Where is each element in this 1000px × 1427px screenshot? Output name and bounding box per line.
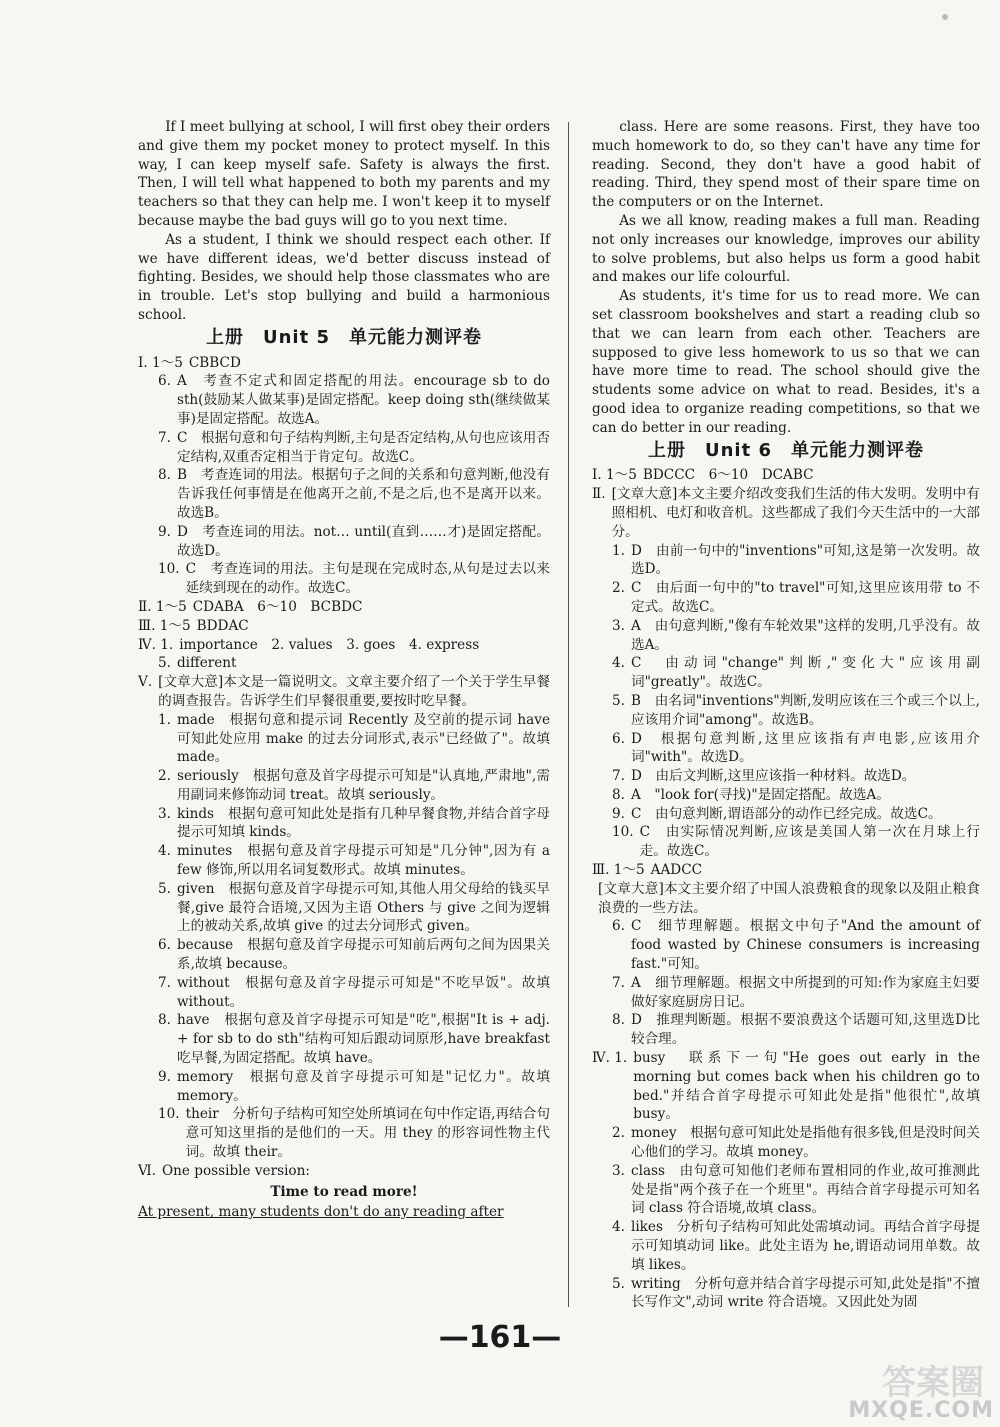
answer-item — [592, 861, 980, 880]
answer-text: likes 分析句子结构可知此处需填动词。再结合首字母提示可知填动词 like。此处主语为 he,谓语动词用单数。故填 likes。 — [630, 1219, 980, 1273]
answer-text: writing 分析句意并结合首字母提示可知,此处是指"不擅长写作文",动词 write 符合语境。又因此处为固 — [630, 1275, 980, 1311]
watermark-url: MXQE.COM — [848, 1398, 994, 1423]
essay-first-line: At present, many students don't do any reading after — [138, 1204, 504, 1221]
answer-number: 9. — [158, 1068, 171, 1085]
watermark-logo-text: 答案圈 — [882, 1363, 984, 1403]
answer-number: Ⅲ. 1～5 — [592, 862, 645, 879]
answer-number: Ⅱ. 1～5 — [138, 598, 187, 615]
answer-number: 8. — [158, 467, 171, 484]
answer-text: D 考查连词的用法。not… until(直到……才)是固定搭配。故选D。 — [176, 523, 550, 559]
answer-text: B 考查连词的用法。根据句子之间的关系和句意判断,他没有告诉我任何事情是在他离开之前,不是之后,也不是离开以来。故选B。 — [176, 467, 550, 521]
answer-item — [592, 1218, 980, 1274]
answer-number: Ⅳ. 1. — [592, 1050, 628, 1067]
answer-item — [592, 917, 980, 973]
answer-item — [592, 1275, 980, 1313]
answer-item — [138, 429, 550, 467]
answer-item — [592, 1162, 980, 1218]
answer-text: C 由动词"change"判断,"变化大"应该用副词"greatly"。故选C。 — [630, 655, 980, 691]
answer-text: different — [176, 655, 237, 672]
answer-number: 9. — [612, 805, 625, 822]
site-watermark — [774, 1355, 994, 1423]
answer-text: D 根据句意判断,这里应该指有声电影,应该用介词"with"。故选D。 — [630, 730, 980, 766]
answer-text: C 由后面一句中的"to travel"可知,这里应该用带 to 不定式。故选C。 — [630, 580, 980, 615]
answer-text: because 根据句意及首字母提示可知前后两句之间为因果关系,故填 because。 — [176, 937, 550, 973]
answer-text: A 考查不定式和固定搭配的用法。encourage sb to do sth(鼓励某人做某事)是固定搭配。keep doing sth(继续做某事)是固定搭配。故选A。 — [176, 373, 550, 427]
answer-text: minutes 根据句意及首字母提示可知是"几分钟",因为有 a few 修饰,所以用名词复数形式。故填 minutes。 — [176, 843, 550, 879]
answer-number: 4. — [612, 655, 625, 672]
answer-item — [592, 579, 980, 617]
answer-item — [138, 1162, 550, 1181]
answer-item — [592, 542, 980, 580]
answer-item — [592, 617, 980, 655]
answer-item — [592, 880, 980, 918]
answer-number: 5. — [158, 655, 171, 672]
answer-text: A 细节理解题。根据文中所提到的可知:作为家庭主妇要做好家庭厨房日记。 — [630, 974, 980, 1010]
answer-text: BDDAC — [196, 617, 249, 634]
answer-text: One possible version: — [162, 1162, 310, 1179]
essay-paragraph: As we all know, reading makes a full man. Reading not only increases our knowledge, improves our ability to solve problems, but also helps us form a good habit and makes our life colourful. — [592, 212, 980, 286]
answer-text: money 根据句意可知此处是指他有很多钱,但是没时间关心他们的学习。故填 money。 — [630, 1125, 980, 1161]
answer-number: 9. — [158, 523, 171, 540]
answer-number: Ⅰ. 1～5 — [138, 354, 183, 371]
answer-item — [592, 485, 980, 541]
answer-item — [592, 1011, 980, 1049]
answer-item — [592, 823, 980, 861]
answer-number: 7. — [612, 768, 625, 785]
answer-item — [592, 1049, 980, 1124]
answer-text: importance 2. values 3. goes 4. express — [179, 636, 480, 653]
answer-item — [138, 974, 550, 1012]
answer-number: Ⅲ. 1～5 — [138, 617, 191, 634]
answer-item — [138, 842, 550, 880]
answer-item — [138, 936, 550, 974]
answer-number: 7. — [158, 429, 171, 446]
answer-number: 4. — [612, 1219, 625, 1236]
answer-item — [592, 730, 980, 768]
answer-text: BDCCC 6～10 DCABC — [642, 467, 814, 484]
answer-item — [592, 654, 980, 692]
unit5-answer-list — [138, 354, 550, 1181]
answer-item — [138, 767, 550, 805]
answer-number: 1. — [612, 542, 625, 559]
answer-item — [138, 372, 550, 428]
answer-number: Ⅵ. — [138, 1162, 156, 1179]
corner-mark — [942, 14, 948, 20]
answer-item — [138, 1068, 550, 1106]
unit6-heading: 上册 Unit 6 单元能力测评卷 — [648, 439, 924, 461]
essay-paragraph: As students, it's time for us to read more. We can set classroom bookshelves and start a reading club so that we can learn from each other. Teachers are supposed to give less homework to us so that we can have more time to read. The school should give the students some advice on what to read. Besides, it's a good idea to organize reading competitions, so that we can do better in our reading. — [592, 288, 980, 436]
answer-text: given 根据句意及首字母提示可知,其他人用父母给的钱买早餐,give 最符合语境,又因为主语 Others 与 give 之间为逻辑上的被动关系,故填 give 的过去分词形式 given。 — [176, 880, 550, 935]
answer-text: have 根据句意及首字母提示可知是"吃",根据"It is + adj. + for sb to do sth"结构可知后跟动词原形,have breakfast 吃早餐,为固定搭配。故填 have。 — [176, 1012, 550, 1067]
answer-number: 5. — [612, 692, 625, 709]
answer-number: 3. — [158, 805, 171, 822]
answer-number: 10. — [612, 824, 634, 841]
answer-text: busy 联系下一句"He goes out early in the morning but comes back when his children go to bed."并结合首字母提示可知此处是指"他很忙",故填 busy。 — [633, 1050, 980, 1123]
answer-text: A 由句意判断,"像有车轮效果"这样的发明,几乎没有。故选A。 — [630, 617, 980, 653]
answer-text: kinds 根据句意可知此处是指有几种早餐食物,并结合首字母提示可知填 kinds。 — [176, 805, 550, 841]
answer-number: 5. — [612, 1275, 625, 1292]
answer-item — [138, 636, 550, 655]
answer-item — [592, 1124, 980, 1162]
unit5-heading: 上册 Unit 5 单元能力测评卷 — [206, 326, 482, 348]
answer-item — [138, 560, 550, 598]
left-intro-paragraphs — [138, 118, 550, 325]
answer-item — [138, 354, 550, 373]
answer-number: 3. — [612, 1162, 625, 1179]
answer-item — [138, 880, 550, 936]
answer-item — [138, 654, 550, 673]
answer-text: B 由名词"inventions"判断,发明应该在三个或三个以上,应该用介词"among"。故选B。 — [630, 692, 980, 728]
answer-text: memory 根据句意及首字母提示可知是"记忆力"。故填 memory。 — [176, 1068, 550, 1104]
answer-item — [138, 1011, 550, 1067]
answer-number: Ⅳ. 1. — [138, 636, 174, 653]
answer-number: 4. — [158, 843, 171, 860]
answer-item — [138, 466, 550, 522]
answer-number: 6. — [612, 730, 625, 747]
answer-number: 8. — [158, 1012, 171, 1029]
essay-paragraph: class. Here are some reasons. First, they have too much homework to do, so they can't have any time for reading. Second, they don't have a good habit of reading. Third, they spend most of their spare time on the computers or on the Internet. — [592, 119, 980, 211]
answer-text: C 细节理解题。根据文中句子"And the amount of food wasted by Chinese consumers is increasing fast."可知。 — [630, 918, 980, 973]
answer-text: seriously 根据句意及首字母提示可知是"认真地,严肃地",需用副词来修饰动词 treat。故填 seriously。 — [176, 768, 550, 803]
page-number: —161— — [438, 1320, 562, 1355]
left-column — [138, 118, 550, 1222]
answer-text: class 由句意可知他们老师布置相同的作业,故可推测此处是指"两个孩子在一个班里"。再结合首字母提示可知名词 class 符合语境,故填 class。 — [630, 1162, 980, 1217]
answer-text: CDABA 6～10 BCBDC — [192, 598, 363, 615]
essay-continuation — [592, 118, 980, 438]
answer-number: 2. — [158, 768, 171, 785]
intro-paragraph: If I meet bullying at school, I will first obey their orders and give them my pocket money to protect myself. In this way, I can keep myself safe. Safety is always the first. Then, I will tell what happened to both my parents and my teachers so that they can help me. I won't keep it to myself because maybe the bad guys will go to you next time. — [138, 119, 550, 229]
answer-item — [138, 805, 550, 843]
answer-item — [138, 617, 550, 636]
answer-item — [592, 692, 980, 730]
answer-text: A "look for(寻找)"是固定搭配。故选A。 — [630, 786, 890, 803]
answer-number: Ⅱ. — [592, 486, 606, 503]
answer-item — [592, 786, 980, 805]
answer-number: Ⅴ. — [138, 674, 153, 691]
unit6-answer-list — [592, 466, 980, 1312]
answer-item — [592, 974, 980, 1012]
answer-item — [138, 1105, 550, 1161]
answer-number: 5. — [158, 880, 171, 897]
answer-number: 8. — [612, 1012, 625, 1029]
answer-number: 1. — [158, 711, 171, 728]
answer-text: their 分析句子结构可知空处所填词在句中作定语,再结合句意可知这里指的是他们的一天。用 they 的形容词性物主代词。故填 their。 — [185, 1106, 550, 1161]
answer-text: CBBCD — [188, 354, 241, 371]
answer-number: 6. — [612, 918, 625, 935]
answer-number: 7. — [158, 974, 171, 991]
answer-text: C 考查连词的用法。主句是现在完成时态,从句是过去以来延续到现在的动作。故选C。 — [185, 561, 550, 597]
answer-text: D 推理判断题。根据不要浪费这个话题可知,这里选D比较合理。 — [630, 1012, 980, 1048]
essay-title: Time to read more! — [270, 1183, 418, 1200]
answer-text: D 由前一句中的"inventions"可知,这是第一次发明。故选D。 — [630, 542, 980, 578]
column-divider — [568, 122, 569, 1307]
answer-number: 6. — [158, 937, 171, 954]
answer-text: made 根据句意和提示词 Recently 及空前的提示词 have 可知此处应用 make 的过去分词形式,表示"已经做了"。故填 made。 — [176, 711, 550, 766]
answer-item — [138, 673, 550, 711]
answer-item — [138, 598, 550, 617]
answer-text: C 根据句意和句子结构判断,主句是否定结构,从句也应该用否定结构,双重否定相当于肯定句。故选C。 — [176, 429, 550, 465]
answer-item — [592, 466, 980, 485]
answer-text: [文章大意]本文主要介绍了中国人浪费粮食的现象以及阻止粮食浪费的一些方法。 — [598, 880, 980, 916]
answer-item — [138, 523, 550, 561]
answer-text: without 根据句意及首字母提示可知是"不吃早饭"。故填 without。 — [176, 974, 550, 1010]
right-column — [592, 118, 980, 1312]
answer-text: D 由后文判断,这里应该指一种材料。故选D。 — [630, 768, 916, 785]
answer-text: [文章大意]本文是一篇说明文。文章主要介绍了一个关于学生早餐的调查报告。告诉学生们早餐很重要,要按时吃早餐。 — [158, 674, 550, 709]
intro-paragraph: As a student, I think we should respect each other. If we have different ideas, we'd better discuss instead of fighting. Besides, we should help those classmates who are in trouble. Let's stop bullying and build a harmonious school. — [138, 231, 550, 323]
answer-text: AADCC — [650, 862, 702, 879]
answer-text: [文章大意]本文主要介绍改变我们生活的伟大发明。发明中有照相机、电灯和收音机。这些都成了我们今天生活中的一大部分。 — [611, 486, 980, 540]
answer-item — [138, 711, 550, 767]
answer-number: 3. — [612, 617, 625, 634]
answer-text: C 由实际情况判断,应该是美国人第一次在月球上行走。故选C。 — [639, 824, 980, 860]
answer-number: 10. — [158, 1106, 180, 1123]
answer-text: C 由句意判断,谓语部分的动作已经完成。故选C。 — [630, 805, 942, 822]
answer-number: Ⅰ. 1～5 — [592, 467, 637, 484]
answer-item — [592, 767, 980, 786]
answer-number: 2. — [612, 1125, 625, 1142]
answer-number: 6. — [158, 373, 171, 390]
answer-number: 8. — [612, 786, 625, 803]
answer-number: 2. — [612, 580, 625, 597]
answer-number: 10. — [158, 561, 180, 578]
answer-number: 7. — [612, 974, 625, 991]
answer-item — [592, 805, 980, 824]
